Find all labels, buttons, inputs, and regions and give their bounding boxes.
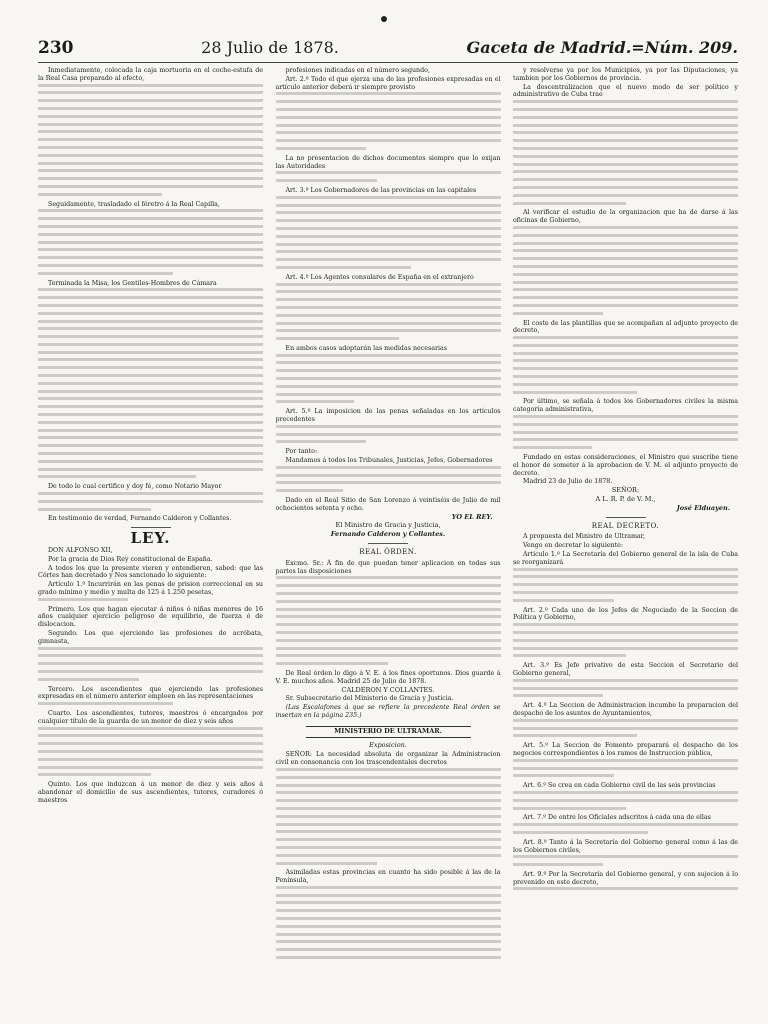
article: Quinto. Los que induzcan á un menor de diez y seis años á abandonar el domicilio de sus ascendientes, tutores, curadores ó maestros [38,781,263,804]
text-lines [38,209,263,274]
article: Art. 8.º Tanto á la Secretaría del Gobierno general como á las de los Gobiernos civiles, [513,838,738,854]
paragraph: La descentralizacion que el nuevo modo de ser político y administrativo de Cuba trae [513,83,738,99]
text-lines [38,84,263,196]
text-lines [276,92,501,150]
minister-name: Fernando Calderon y Collantes. [330,530,446,539]
paragraph: A propuesta del Ministro de Ultramar, [523,533,645,541]
issue-date: 28 Julio de 1878. [201,38,339,57]
text-lines [513,719,738,738]
text-lines [276,768,501,865]
paragraph: Asimiladas estas provincias en cuanto ha sido posible á las de la Península, [275,869,501,885]
section-heading-ministerio: MINISTERIO DE ULTRAMAR. [306,726,471,738]
text-lines [276,425,501,444]
text-lines [38,727,263,777]
paragraph: A todos los que la presente vieren y entendieren, sabed: que las Córtes han decretado y Nos sancionado lo siguiente: [38,564,263,580]
divider [131,527,171,528]
article: Art. 3.º Los Gobernadores de las provincias en las capitales [285,186,477,194]
paragraph: De todo lo cual certifico y doy fé, como Notario Mayor [48,483,222,491]
column-1 [38,67,263,964]
dateline: Madrid 23 de Julio de 1878. [523,478,613,486]
text-lines [38,288,263,478]
article: Art. 2.º Todo el que ejerza una de las profesiones expresadas en el artículo anterior deberá ir siempre provisto [275,75,501,91]
article: Art. 5.º La Seccion de Fomento preparará el despacho de los negocios correspondientes á los ramos de Instruccion pública, [513,742,738,757]
text-lines [513,415,738,449]
divider [368,543,408,544]
section-heading-real-decreto: REAL DECRETO. [591,521,660,530]
text-lines [513,887,738,890]
paragraph: De Real órden lo digo á V. E. á los fines oportunos. Dios guarde á V. E. muchos años. Madrid 25 de Julio de 1878. [275,669,501,685]
section-heading-real-orden: REAL ÓRDEN. [359,548,417,557]
paragraph: Fundado en estas consideraciones, el Ministro que suscribe tiene el honor de someter á la aprobacion de V. M. el adjunto proyecto de decreto. [513,454,738,477]
paragraph: Dado en el Real Sitio de San Lorenzo á veintiséis de Julio de mil ochocientos setenta y ocho. [275,497,501,512]
text-lines [38,598,263,601]
article: Primero. Los que hagan ejecutar á niños ó niñas menores de 16 años cualquier ejercicio peligroso de equilibrio, de fuerza ó de dislocacion. [38,605,263,629]
paragraph: Excmo. Sr.: Á fin de que puedan tener aplicacion en todas sus partes las disposiciones [275,559,501,575]
text-lines [513,791,738,810]
text-lines [513,623,738,657]
paragraph: Al verificar el estudio de la organizacion que ha de darse á las oficinas de Gobierno, [513,209,738,225]
article: Art. 7.º De entre los Oficiales adscritos á cada una de ellas [523,814,711,822]
paragraph: Mandamos á todos los Tribunales, Justicias, Jefes, Gobernadores [285,457,493,465]
paragraph: Inmediatamente, colocada la caja mortuoria en el coche-estufa de la Real Casa preparado al efecto, [38,67,263,82]
minister-label: El Ministro de Gracia y Justicia, [335,521,441,530]
article: Artículo 1.º La Secretaría del Gobierno general de la isla de Cuba se reorganizará [513,551,738,566]
divider [606,517,646,518]
section-heading-ley: LEY. [130,529,171,548]
page-header [38,38,738,63]
text-lines [276,171,501,182]
paragraph: La no presentacion de dichos documentos siempre que lo exijan las Autoridades [275,154,501,170]
ink-speck [381,16,387,22]
paragraph: Por tanto: [285,448,318,456]
article: Art. 5.º La imposicion de las penas señaladas en los artículos precedentes [275,408,501,424]
paragraph: SEÑOR: La necesidad absoluta de organizar la Administracion civil en consonancia con los trascendentales decretos [275,751,501,767]
closing: A L. R. P. de V. M., [595,495,656,504]
article: Segundo. Los que ejerciendo las profesiones de acróbata, gimnasta, [38,629,263,645]
paragraph: Terminada la Misa, los Gentiles-Hombres de Cámara [48,279,217,287]
text-lines [513,226,738,315]
paragraph: y resolverse ya por los Municipios, ya por las Diputaciones, ya tambien por los Gobiernos de provincia. [513,67,738,82]
article: Art. 6.º Se crea en cada Gobierno civil de las seis provincias [523,782,716,790]
text-lines [38,702,263,705]
article: Art. 9.º Por la Secretaría del Gobierno general, y con sujecion á lo prevenido en este decreto, [513,870,738,886]
text-lines [513,568,738,602]
paragraph: Vengo en decretar lo siguiente: [523,542,623,550]
subheading-exposicion: Exposicion. [369,740,407,749]
paragraph: En testimonio de verdad, Fernando Calderon y Collantes. [48,515,232,523]
text-lines [513,855,738,866]
column-2 [276,67,501,964]
article: Art. 3.º Es Jefe privativo de esta Seccion el Secretario del Gobierno general, [513,662,738,677]
paragraph: En ambos casos adoptarán las medidas necesarias [285,344,447,352]
signature: CALDERON Y COLLANTES. [341,685,435,694]
addressee: Sr. Subsecretario del Ministerio de Gracia y Justicia. [285,695,454,703]
publication-title: Gaceta de Madrid.=Núm. 209. [466,38,738,57]
paragraph: DON ALFONSO XII, [48,547,113,555]
column-3 [513,67,738,964]
gazette-page [38,38,738,964]
paragraph: Por último, se señala á todos los Gobernadores civiles la misma categoría administrativa, [513,398,738,414]
article: Cuarto. Los ascendientes, tutores, maestros ó encargados por cualquier título de la guarda de un menor de diez y seis años [38,709,263,725]
text-lines [513,679,738,698]
text-lines [38,647,263,681]
paragraph: profesiones indicadas en el número segundo, [285,67,430,74]
text-lines [38,492,263,511]
article: Art. 4.º La Seccion de Administracion incumbe la preparacion del despacho de los asuntos de Ayuntamientos, [513,702,738,717]
text-lines [513,336,738,394]
note: (Las Escalafones á que se refiere la precedente Real órden se insertan en la página 235.) [275,704,501,719]
columns [38,67,738,964]
salutation: SEÑOR: [611,486,640,495]
text-lines [276,576,501,665]
text-lines [513,100,738,204]
article: Artículo 1.º Incurrirán en las penas de prision correccional en su grado mínimo y medio y multa de 125 á 1.250 pesetas, [38,581,263,596]
article: Art. 2.º Cada uno de los Jefes de Negociado de la Seccion de Política y Gobierno, [513,606,738,622]
signature-king: YO EL REY. [451,512,493,521]
text-lines [276,466,501,492]
text-lines [276,354,501,404]
page-number: 230 [38,38,74,58]
text-lines [513,823,738,834]
paragraph: El coste de las plantillas que se acompañan al adjunto proyecto de decreto, [513,319,738,335]
signature-minister: José Elduayen. [676,503,730,512]
text-lines [513,759,738,778]
text-lines [276,886,501,959]
article: Art. 4.º Los Agentes consulares de España en el extranjero [285,273,474,281]
text-lines [276,196,501,269]
text-lines [276,283,501,341]
paragraph: Seguidamente, trasladado el féretro á la Real Capilla, [48,200,220,208]
article: Tercero. Los ascendientes que ejerciendo las profesiones expresadas en el número anterior empleen en las representaciones [38,685,263,701]
paragraph: Por la gracia de Dios Rey constitucional de España. [48,555,213,563]
